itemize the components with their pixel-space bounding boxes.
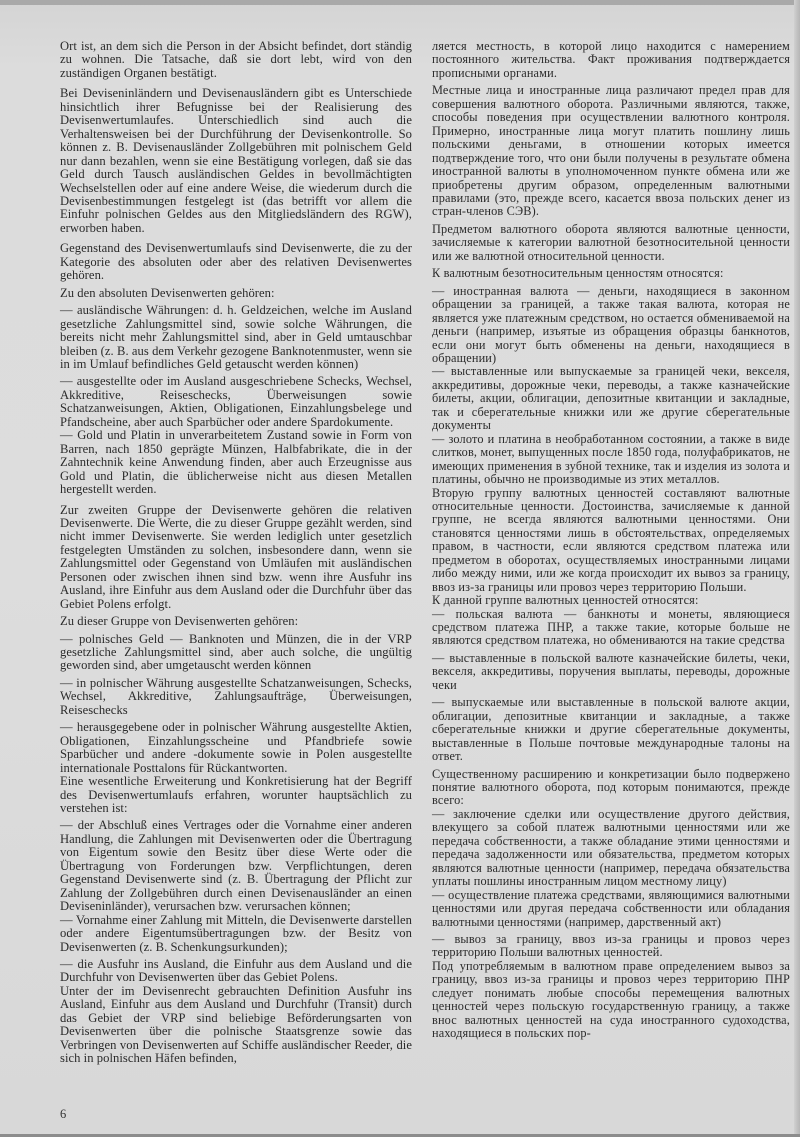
list-item: — polnisches Geld — Banknoten und Münzen, die in der VRP gesetzliche Zahlungsmittel sind, aber auch solche, die ungültig geworden sind, aber umgetauscht werden können: [60, 631, 412, 673]
paragraph: Zur zweiten Gruppe der Devisenwerte gehören die relativen Devisenwerte. Die Werte, die zu dieser Gruppe gezählt werden, sind nicht immer Devisenwerte. Sie werden lediglich unter gesetzlich festgelegten Umständen zu solchen, insbesondere dann, wenn sie Zahlungsmittel oder Gegenstand von Umläufen mit ausländischen Personen oder zwischen ihnen sind bzw. wenn ihre Ausfuhr ins Ausland, ihre Einfuhr aus dem Ausland oder die Durchfuhr über das Gebiet Polens erfolgt.: [60, 502, 412, 611]
list-item: — herausgegebene oder in polnischer Währung ausgestellte Aktien, Obligationen, Einzahlungsscheine und Pfandbriefe sowie Sparbücher und andere -dokumente sowie in Polen ausgestellte internationale Posttalons für Rückantworten.: [60, 720, 412, 775]
paragraph: Местные лица и иностранные лица различают предел прав для совершения валютного оборота. Различными являются, также, способы поведения при осуществлении валютного контроля. Примерно, иностранные лица могут платить пошлину лишь польскими деньгами, в отношении которых имеется подтверждение того, что они были получены в результате обмена иностранной валюты в уполномоченном пункте обмена или же приобретены другим образом, определенным валютными правилами (это, прежде всего, касается ввоза польских денег из стран-членов СЭВ).: [432, 83, 790, 219]
paragraph: К данной группе валютных ценностей относятся:: [432, 593, 699, 608]
list-item: — der Abschluß eines Vertrages oder die Vornahme einer anderen Handlung, die Zahlungen mit Devisenwerten oder die Übertragung von Eigentum sowie den Besitz über diese Werte oder die Übertragung von Forderungen bzw. Verpflichtungen, deren Gegenstand Devisenwerte sind (z. B. Übertragung der Pflicht zur Zahlung der Zollgebühren durch einen Devisenausländer an einen Deviseninländer), verursachen bzw. verursachen können;: [60, 818, 412, 914]
list-item: — Gold und Platin in unverarbeitetem Zustand sowie in Form von Barren, nach 1850 geprägte Münzen, Halbfabrikate, die in der Zahntechnik keine Anwendung finden, aber auch Erzeugnisse aus Gold und Platin, die üblicherweise nicht aus diesen Metallen hergestellt werden.: [60, 428, 412, 497]
paragraph: Существенному расширению и конкретизации было подвержено понятие валютного оборота, под которым понимаются, прежде всего:: [432, 766, 790, 808]
paragraph: Zu den absoluten Devisenwerten gehören:: [60, 285, 275, 300]
list-item: — осуществление платежа средствами, являющимися валютными ценностями или другая передача собственности или обладания валютными ценностями (например, дарственный акт): [432, 887, 790, 929]
list-item: — золото и платина в необработанном состоянии, а также в виде слитков, монет, выпущенных после 1850 года, полуфабрикатов, не имеющих применения в зубной технике, так и изделия из золота и платины, обычно не производимые из этих металлов.: [432, 431, 790, 487]
paragraph: Zu dieser Gruppe von Devisenwerten gehören:: [60, 614, 299, 629]
russian-column: [432, 40, 790, 1041]
list-item: — выставленные в польской валюте казначейские билеты, чеки, векселя, аккредитивы, поручения выплаты, переводы, дорожные чеки: [432, 650, 790, 692]
list-item: — выпускаемые или выставленные в польской валюте акции, облигации, депозитные квитанции и закладные, а также сберегательные книжки и другие сберегательные документы, выставленные в Польше почтовые международные талоны на ответ.: [432, 695, 790, 764]
paragraph: Предметом валютного оборота являются валютные ценности, зачисляемые к категории валютной безотносительной ценности или же валютной относительной ценности.: [432, 221, 790, 263]
list-item: — die Ausfuhr ins Ausland, die Einfuhr aus dem Ausland und die Durchfuhr von Devisenwerten über das Gebiet Polens.: [60, 957, 412, 985]
list-item: — Vornahme einer Zahlung mit Mitteln, die Devisenwerte darstellen oder andere Eigentumsübertragungen bzw. der Besitz von Devisenwerten (z. B. Schenkungsurkunden);: [60, 912, 412, 954]
paragraph: Ort ist, an dem sich die Person in der Absicht befindet, dort ständig zu wohnen. Die Tatsache, daß sie dort lebt, wird von den zuständigen Organen bestätigt.: [60, 39, 412, 80]
paragraph: Unter der im Devisenrecht gebrauchten Definition Ausfuhr ins Ausland, Einfuhr aus dem Ausland und Durchfuhr (Transit) durch das Gebiet der VRP sind beliebige Beförderungsarten von Devisenwerten über die polnische Staatsgrenze sowie das Verbringen von Devisenwerten auf Schiffe ausländischer Reeder, die sich in polnischen Häfen befinden,: [60, 983, 412, 1066]
paragraph: Bei Deviseninländern und Devisenausländern gibt es Unterschiede hinsichtlich ihrer Befugnisse bei der Realisierung des Devisenwertumlaufes. Unterschiedlich sind auch die Verhaltensweisen bei der Durchführung der Devisenkontrolle. So können z. B. Devisenausländer Zollgebühren mit polnischem Geld nur dann bezahlen, wenn sie eine Bestätigung vorlegen, daß sie das Geld durch Tausch ausländischen Geldes in bevollmächtigten Wechselstellen oder auf eine andere Weise, die wiederum durch die Devisenbestimmungen festgelegt ist (das betrifft vor allem die Einfuhr polnischen Geldes aus den Mitgliedsländern des RGW), erworben haben.: [60, 86, 412, 235]
list-item: — вывоз за границу, ввоз из-за границы и провоз через территорию Польши валютных ценностей.: [432, 932, 790, 960]
list-item: — иностранная валюта — деньги, находящиеся в законном обращении за границей, а также такая валюта, которая не является уже платежным средством, но остается обмениваемой на деньги (например, изъятые из обращения образцы банкнотов, если они могут быть обменены на деньги, находящиеся в обращении): [432, 283, 790, 365]
page-number: 6: [60, 1107, 67, 1121]
list-item: — заключение сделки или осуществление другого действия, влекущего за собой платеж валютными ценностями или же передача собственности, а также обладание этими ценностями и передача задолженности или обязательства, предметом которых являются валютные ценности (например, передача обязательства уплаты пошлины иностранным лицом местному лицу): [432, 806, 790, 889]
list-item: — выставленные или выпускаемые за границей чеки, векселя, аккредитивы, дорожные чеки, переводы, а также казначейские билеты, акции, облигации, депозитные квитанции и закладные, так и сберегательные книжки или же другие сберегательные документы: [432, 364, 790, 433]
paragraph: Gegenstand des Devisenwertumlaufs sind Devisenwerte, die zu der Kategorie des absoluten oder aber des relativen Devisenwertes gehören.: [60, 241, 412, 283]
list-item: — in polnischer Währung ausgestellte Schatzanweisungen, Schecks, Wechsel, Akkreditive, Zahlungsaufträge, Überweisungen, Reiseschecks: [60, 675, 412, 717]
paragraph: Под употребляемым в валютном праве определением вывоз за границу, ввоз из-за границы и провоз через территорию ПНР следует понимать любые способы перемещения валютных ценностей через польскую государственную границу, а также внос валютных ценностей на суда иностранного судоходства, находящиеся в польских пор-: [432, 958, 790, 1041]
paragraph: Вторую группу валютных ценностей составляют валютные относительные ценности. Достоинства, зачисляемые к данной группе, не всегда являются валютными ценностями. Они становятся ценностями лишь в обстоятельствах, определяемых правом, в частности, если являются средством платежа или предметом в оборотах, осуществляемых иностранными лицами либо между ними, или же когда происходит их вывоз за границу, ввоз из-за границы или провоз через территорию Польши.: [432, 485, 790, 594]
german-column: [60, 40, 412, 1066]
list-item: — польская валюта — банкноты и монеты, являющиеся средством платежа ПНР, а также такие, которые больше не являются средством платежа, но обмениваются на такие средства: [432, 606, 790, 648]
page-top-edge: [0, 0, 800, 5]
paragraph: К валютным безотносительным ценностям относятся:: [432, 266, 724, 281]
list-item: — ausländische Währungen: d. h. Geldzeichen, welche im Ausland gesetzliche Zahlungsmittel sind, sowie solche Währungen, die bereits nicht mehr Zahlungsmittel sind, aber in Geld umtauschbar bleiben (z. B. aus dem Verkehr gezogene Banknotenmuster, wenn sie in im Umlauf befindliches Geld getauscht werden können): [60, 303, 412, 371]
list-item: — ausgestellte oder im Ausland ausgeschriebene Schecks, Wechsel, Akkreditive, Reiseschecks, Überweisungen sowie Schatzanweisungen, Aktien, Obligationen, Einzahlungsbelege und Pfandscheine, aber auch Sparbücher oder andere Spardokumente.: [60, 374, 412, 429]
paragraph: ляется местность, в которой лицо находится с намерением постоянного жительства. Факт проживания подтверждается прописными органами.: [432, 39, 790, 80]
page-right-edge: [794, 0, 800, 1137]
paragraph: Eine wesentliche Erweiterung und Konkretisierung hat der Begriff des Devisenwertumlaufs erfahren, worunter hauptsächlich zu verstehen ist:: [60, 774, 412, 816]
